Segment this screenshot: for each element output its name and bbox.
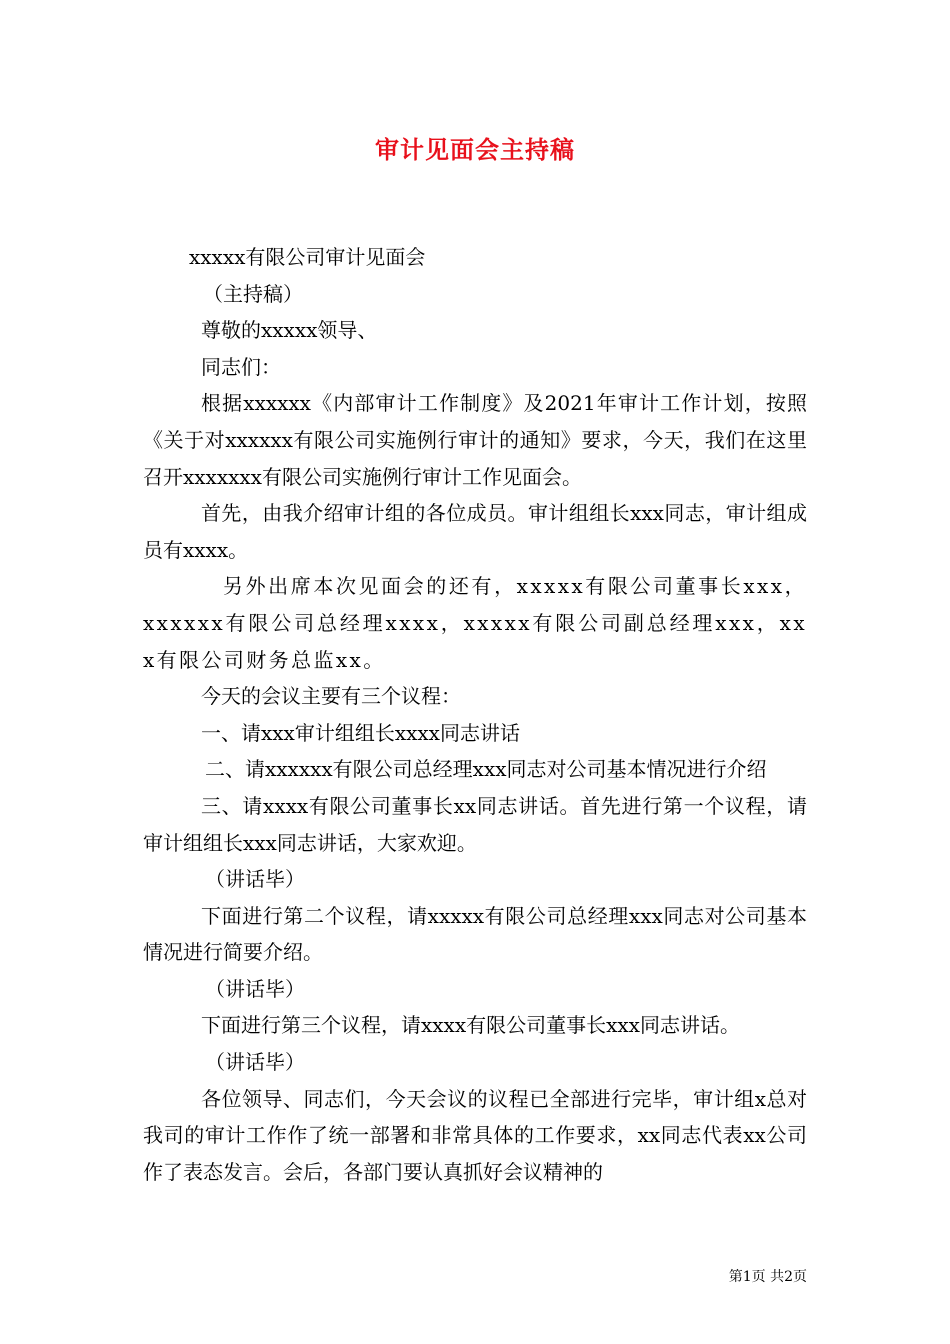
speech-end-note-2: （讲话毕） [205,976,305,1001]
paragraph-closing: 各位领导、同志们，今天会议的议程已全部进行完毕，审计组x总对我司的审计工作作了统一部署和非常具体的工作要求，xx同志代表xx公司作了表态发言。会后，各部门要认真抓好会议精神的 [143,1086,807,1184]
agenda-intro: 今天的会议主要有三个议程： [201,684,461,709]
agenda-item-2: 二、请xxxxxx有限公司总经理xxx同志对公司基本情况进行介绍 [205,757,767,782]
speech-end-note-3: （讲话毕） [205,1050,305,1075]
document-body [143,239,807,1190]
paragraph-team-intro: 首先，由我介绍审计组的各位成员。审计组组长xxx同志，审计组成员有xxxx。 [143,501,807,562]
paragraph-second-agenda: 下面进行第二个议程，请xxxxx有限公司总经理xxx同志对公司基本情况进行简要介绍。 [143,903,807,965]
page-number-footer: 第1页 共2页 [728,1269,807,1285]
document-title: 审计见面会主持稿 [375,135,575,164]
speech-end-note-1: （讲话毕） [205,867,305,892]
paragraph-attendees: 另外出席本次见面会的还有，xxxxx有限公司董事长xxx，xxxxxx有限公司总经理xxxx，xxxxx有限公司副总经理xxx，xxx有限公司财务总监xx。 [143,574,807,672]
agenda-item-3: 三、请xxxx有限公司董事长xx同志讲话。首先进行第一个议程，请审计组组长xxx同志讲话，大家欢迎。 [143,793,807,855]
salutation-comrades: 同志们： [201,354,281,379]
paragraph-audit-basis: 根据xxxxxx《内部审计工作制度》及2021年审计工作计划，按照《关于对xxxxxx有限公司实施例行审计的通知》要求，今天，我们在这里召开xxxxxxx有限公司实施例行审计工作见面会。 [143,391,807,489]
company-meeting-heading: xxxxx有限公司审计见面会 [189,245,426,269]
salutation-leaders: 尊敬的xxxxx领导、 [201,318,378,343]
agenda-item-1: 一、请xxx审计组组长xxxx同志讲话 [201,720,520,745]
paragraph-third-agenda: 下面进行第三个议程，请xxxx有限公司董事长xxx同志讲话。 [201,1013,740,1038]
host-script-label: （主持稿） [203,281,303,306]
